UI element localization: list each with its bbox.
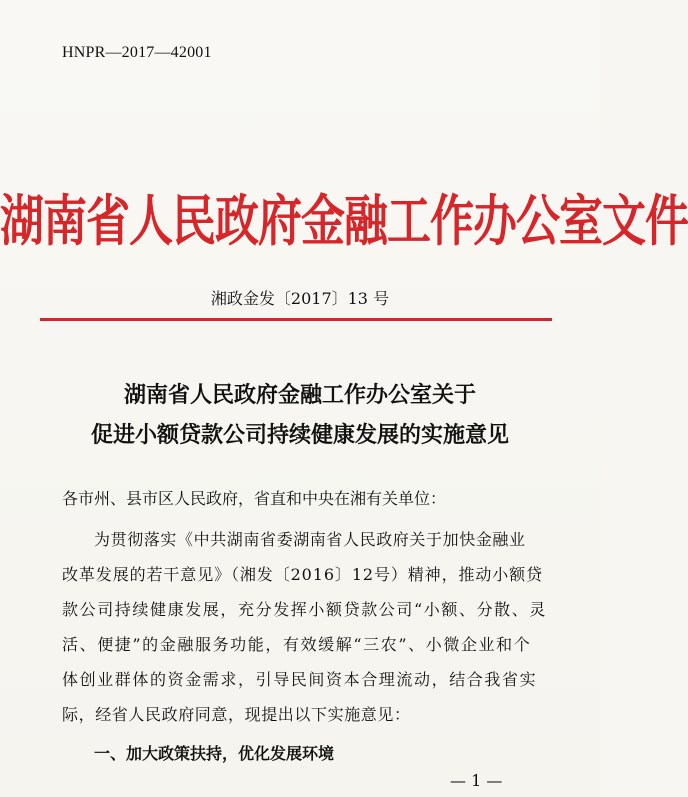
document-number: 湘政金发〔2017〕13 号	[210, 289, 390, 308]
document-code: HNPR—2017—42001	[62, 44, 212, 61]
body-paragraph-line: 活、便捷”的金融服务功能，有效缓解“三农”、小微企业和个	[62, 635, 532, 654]
body-paragraph-line: 改革发展的若干意见》（湘发〔2016〕12号）精神，推动小额贷	[62, 565, 543, 584]
page-number: — 1 —	[450, 771, 503, 790]
issuer-title: 湖南省人民政府金融工作办公室文件	[0, 189, 688, 254]
body-paragraph-line: 体创业群体的资金需求，引导民间资本合理流动，结合我省实	[62, 670, 538, 689]
body-paragraph-line: 为贯彻落实《中共湖南省委湖南省人民政府关于加快金融业	[94, 530, 526, 549]
section-heading: 一、加大政策扶持，优化发展环境	[94, 744, 335, 763]
red-divider-line	[40, 318, 552, 321]
subject-title-line-1: 湖南省人民政府金融工作办公室关于	[123, 382, 476, 408]
body-paragraph-line: 际，经省人民政府同意，现提出以下实施意见：	[62, 705, 411, 724]
addressee: 各市州、县市区人民政府，省直和中央在湘有关单位：	[62, 489, 447, 508]
subject-title-line-2: 促进小额贷款公司持续健康发展的实施意见	[90, 422, 509, 448]
body-paragraph-line: 款公司持续健康发展，充分发挥小额贷款公司“小额、分散、灵	[62, 600, 547, 619]
